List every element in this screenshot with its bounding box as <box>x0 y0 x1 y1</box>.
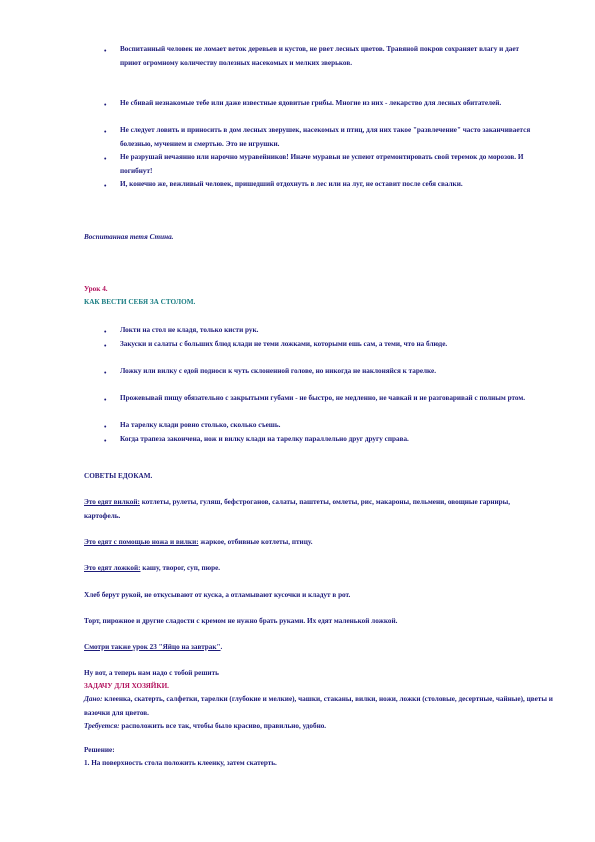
list-item: На тарелку клади ровно столько, сколько съешь. <box>120 421 281 429</box>
bullet-icon: • <box>104 369 107 377</box>
lesson-title: КАК ВЕСТИ СЕБЯ ЗА СТОЛОМ. <box>84 298 196 306</box>
bullet-icon: • <box>104 155 107 163</box>
tips-fork-text: котлеты, рулеты, гуляш, бефстроганов, салаты, паштеты, омлеты, рис, макароны, пельмени, овощные гарниры, картофель. <box>84 498 511 520</box>
task-required-label: Требуется: <box>84 722 120 730</box>
bullet-icon: • <box>104 437 107 445</box>
list-item: Не следует ловить и приносить в дом лесных зверушек, насекомых и птиц, для них такое "развлечение" часто заканчивается болезнью, мучением и смертью. Это не игрушки. <box>120 126 531 148</box>
bullet-icon: • <box>104 182 107 190</box>
tips-knife-fork-paragraph <box>84 536 544 550</box>
tips-cake-paragraph: Торт, пирожное и другие сладости с кремом не нужно брать руками. Их едят маленькой ложкой. <box>84 617 398 625</box>
tips-knife-fork-label: Это едят с помощью ножа и вилки: <box>84 538 199 546</box>
task-required-text: расположить все так, чтобы было красиво, правильно, удобно. <box>119 722 327 730</box>
task-required-paragraph <box>84 720 554 734</box>
task-intro: Ну вот, а теперь нам надо с тобой решить <box>84 669 219 677</box>
tips-fork-label: Это едят вилкой: <box>84 498 140 506</box>
tips-knife-fork-text: жаркое, отбивные котлеты, птицу. <box>198 538 313 546</box>
task-given-label: Дано: <box>84 695 103 703</box>
lesson-23-link[interactable]: урок 23 "Яйцо на завтрак" <box>132 643 221 651</box>
signature: Воспитанная тетя Стина. <box>84 233 174 241</box>
lesson-number: Урок 4. <box>84 285 108 293</box>
bullet-icon: • <box>104 423 107 431</box>
bullet-icon: • <box>104 342 107 350</box>
tips-bread-paragraph: Хлеб берут рукой, не откусывают от куска, а отламывают кусочки и кладут в рот. <box>84 591 351 599</box>
task-title: ЗАДАЧУ ДЛЯ ХОЗЯЙКИ. <box>84 682 169 690</box>
tips-spoon-label: Это едят ложкой: <box>84 564 141 572</box>
list-item: Воспитанный человек не ломает веток деревьев и кустов, не рвет лесных цветов. Травяной покров сохраняет влагу и дает приют огромному количеству полезных насекомых и мелких зверьков. <box>120 45 520 67</box>
list-item: Не разрушай нечаянно или нарочно муравейников! Иначе муравьи не успеют отремонтировать свой теремок до морозов. И погибнут! <box>120 153 524 175</box>
list-item: Закуски и салаты с больших блюд клади не теми ложками, которыми ешь сам, а теми, что на блюде. <box>120 340 448 348</box>
bullet-icon: • <box>104 396 107 404</box>
tips-heading: СОВЕТЫ ЕДОКАМ. <box>84 472 153 480</box>
list-item: Локти на стол не кладя, только кисти рук. <box>120 326 259 334</box>
task-given-paragraph <box>84 693 554 720</box>
task-given-text: клеенка, скатерть, салфетки, тарелки (глубокие и мелкие), чашки, стаканы, вилки, ножи, ложки (столовые, десертные, чайные), цветы и вазочки для цветов. <box>84 695 553 717</box>
list-item: Прожевывай пищу обязательно с закрытыми губами - не быстро, не медленно, не чавкай и не разговаривай с полным ртом. <box>120 394 526 402</box>
list-item: Когда трапеза закончена, нож и вилку клади на тарелку параллельно друг другу справа. <box>120 435 409 443</box>
see-also-paragraph <box>84 641 554 655</box>
tips-spoon-text: кашу, творог, суп, пюре. <box>140 564 221 572</box>
tips-fork-paragraph <box>84 496 544 523</box>
bullet-icon: • <box>104 128 107 136</box>
bullet-icon: • <box>104 47 107 55</box>
bullet-icon: • <box>104 101 107 109</box>
tips-spoon-paragraph <box>84 562 544 576</box>
list-item: И, конечно же, вежливый человек, пришедший отдохнуть в лес или на луг, не оставит после себя свалки. <box>120 180 463 188</box>
see-also-prefix: Смотри также <box>84 643 133 651</box>
solution-step-1: 1. На поверхность стола положить клеенку, затем скатерть. <box>84 759 277 767</box>
solution-label: Решение: <box>84 746 115 754</box>
bullet-icon: • <box>104 328 107 336</box>
list-item: Ложку или вилку с едой подноси к чуть склоненной голове, но никогда не наклоняйся к тарелке. <box>120 367 437 375</box>
list-item: Не сбивай незнакомые тебе или даже известные ядовитые грибы. Многие из них - лекарство для лесных обитателей. <box>120 99 502 107</box>
see-also-suffix: . <box>220 643 223 651</box>
